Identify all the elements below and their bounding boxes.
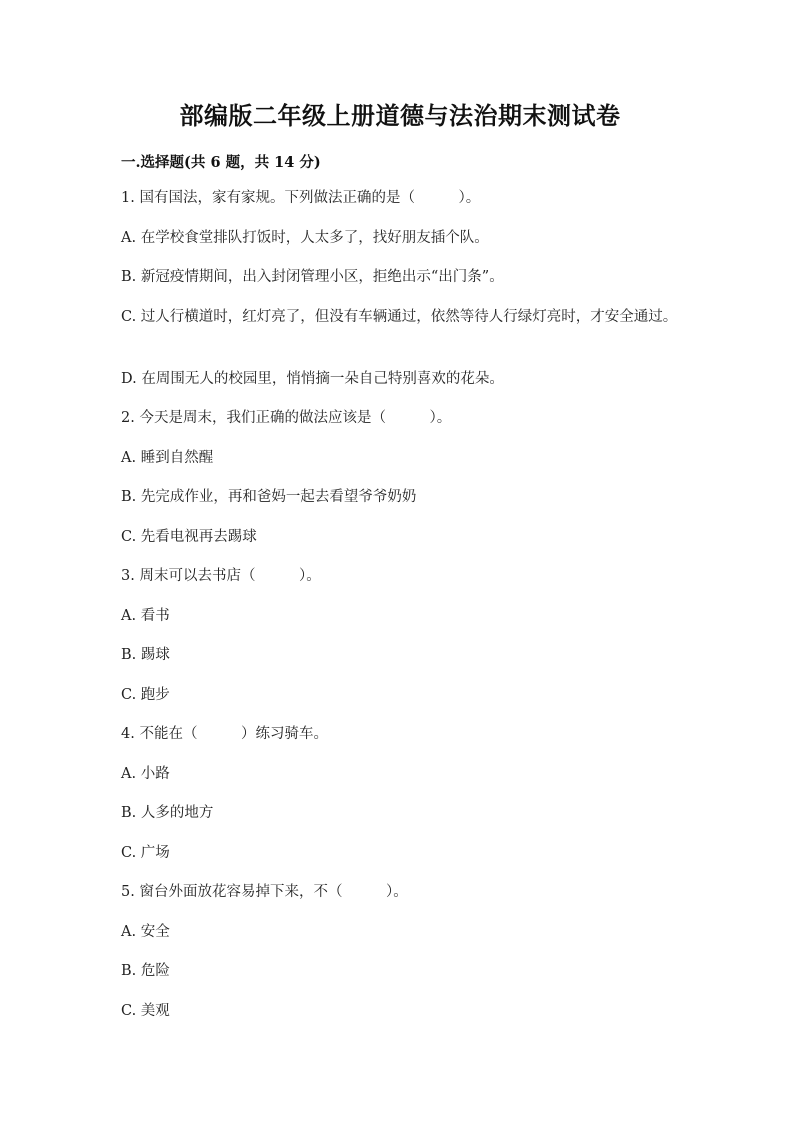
question-4-option-a: A. 小路 [121, 766, 170, 782]
question-5-stem: 5. 窗台外面放花容易掉下来，不（ ）。 [121, 884, 408, 900]
question-4-option-b: B. 人多的地方 [121, 805, 214, 821]
question-5-option-c: C. 美观 [121, 1003, 170, 1019]
question-1-stem: 1. 国有国法，家有家规。下列做法正确的是（ ）。 [121, 190, 481, 206]
question-5-option-b: B. 危险 [121, 963, 170, 979]
question-3-option-a: A. 看书 [121, 608, 170, 624]
question-3-option-c: C. 跑步 [121, 687, 170, 703]
question-1-option-b: B. 新冠疫情期间，出入封闭管理小区，拒绝出示“出门条”。 [121, 269, 504, 285]
question-2-option-a: A. 睡到自然醒 [121, 450, 214, 466]
question-1-option-a: A. 在学校食堂排队打饭时，人太多了，找好朋友插个队。 [121, 230, 489, 246]
question-3-option-b: B. 踢球 [121, 647, 170, 663]
question-2-stem: 2. 今天是周末，我们正确的做法应该是（ ）。 [121, 410, 452, 426]
question-4-option-c: C. 广场 [121, 845, 170, 861]
question-3-stem: 3. 周末可以去书店（ ）。 [121, 568, 321, 584]
question-1-option-d: D. 在周围无人的校园里，悄悄摘一朵自己特别喜欢的花朵。 [121, 371, 504, 387]
page-title: 部编版二年级上册道德与法治期末测试卷 [179, 101, 621, 130]
question-5-option-a: A. 安全 [121, 924, 170, 940]
question-1-option-c: C. 过人行横道时，红灯亮了，但没有车辆通过，依然等待人行绿灯亮时，才安全通过。 [121, 309, 678, 325]
section-heading: 一.选择题(共 6 题，共 14 分) [121, 154, 321, 171]
question-2-option-b: B. 先完成作业，再和爸妈一起去看望爷爷奶奶 [121, 489, 417, 505]
question-4-stem: 4. 不能在（ ）练习骑车。 [121, 726, 328, 742]
question-2-option-c: C. 先看电视再去踢球 [121, 529, 257, 545]
